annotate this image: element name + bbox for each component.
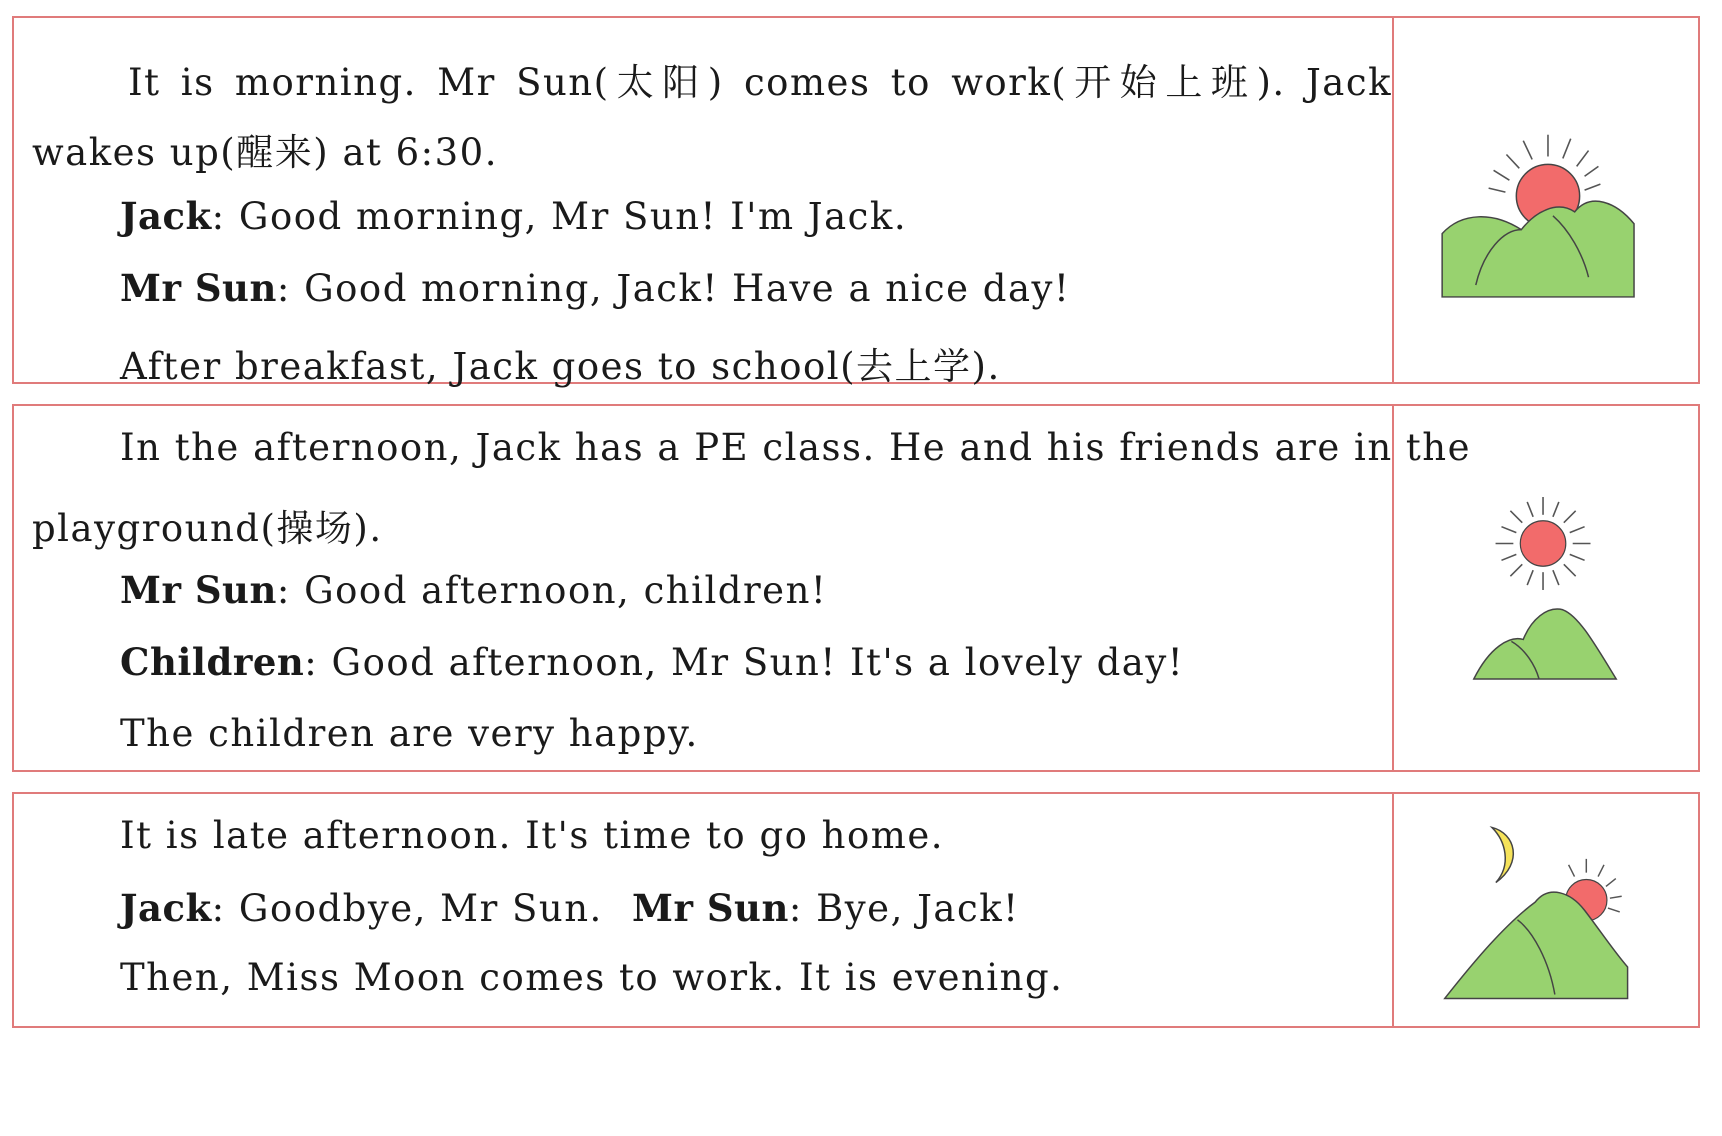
paragraph-line: wakes up(醒来) at 6:30.	[32, 131, 498, 174]
crescent-moon-icon	[1492, 827, 1513, 882]
paragraph-line: In the afternoon, Jack has a PE class. He and his friends are in the	[120, 426, 1472, 469]
dialogue-line	[120, 640, 1184, 684]
story-panel-morning	[12, 16, 1700, 388]
speaker-name: Mr Sun	[632, 886, 789, 930]
scene-illustration	[1392, 406, 1698, 770]
dialogue-line	[120, 266, 1070, 310]
dialogue-text: : Good afternoon, children!	[276, 569, 828, 612]
paragraph-line: It is morning. Mr Sun(太阳) comes to work(开始上班). Jack	[128, 61, 1392, 104]
paragraph-line: playground(操场).	[32, 507, 383, 550]
story-panel-afternoon	[12, 404, 1700, 772]
panel-text	[14, 794, 1396, 1026]
dialogue-line	[120, 194, 907, 238]
narration-line: It is late afternoon. It's time to go home.	[120, 814, 945, 857]
panel-text	[14, 18, 1396, 388]
sun-high-above-hill-icon	[1394, 406, 1698, 770]
scene-illustration	[1392, 18, 1698, 382]
sun-rising-over-hills-icon	[1394, 18, 1698, 382]
narration-line: Then, Miss Moon comes to work. It is evening.	[120, 956, 1064, 999]
sun-setting-moon-rising-icon	[1394, 794, 1698, 1026]
panel-text	[14, 406, 1472, 770]
dialogue-text: : Goodbye, Mr Sun.	[211, 887, 603, 930]
dialogue-text: : Bye, Jack!	[788, 887, 1020, 930]
narration-line: The children are very happy.	[120, 712, 699, 755]
dialogue-text: : Good afternoon, Mr Sun! It's a lovely day!	[304, 641, 1185, 684]
story-panel-evening	[12, 792, 1700, 1028]
dialogue-line	[632, 886, 1020, 930]
speaker-name: Mr Sun	[120, 568, 277, 612]
speaker-name: Jack	[120, 194, 212, 238]
speaker-name: Mr Sun	[120, 266, 277, 310]
narration-line: After breakfast, Jack goes to school(去上学).	[120, 345, 1001, 388]
dialogue-text: : Good morning, Jack! Have a nice day!	[276, 267, 1071, 310]
dialogue-line	[120, 886, 603, 930]
scene-illustration	[1392, 794, 1698, 1026]
dialogue-line	[120, 568, 827, 612]
dialogue-text: : Good morning, Mr Sun! I'm Jack.	[211, 195, 908, 238]
speaker-name: Children	[120, 640, 305, 684]
speaker-name: Jack	[120, 886, 212, 930]
